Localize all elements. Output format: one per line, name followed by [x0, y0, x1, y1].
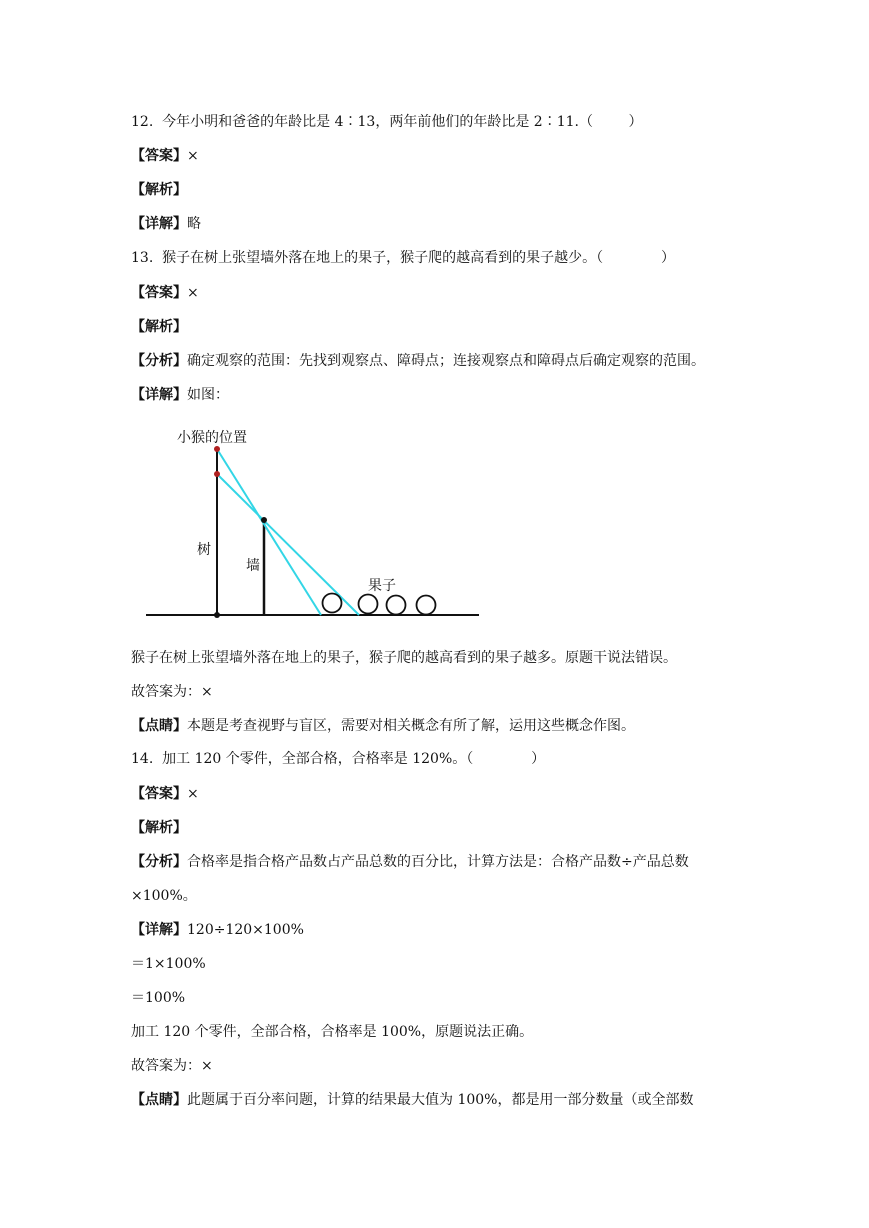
q14-comment: 【点睛】此题属于百分率问题，计算的结果最大值为 100%，都是用一部分数量（或全部数: [131, 1092, 694, 1108]
q12-answer: 【答案】×: [131, 148, 199, 164]
q14-answer: 【答案】×: [131, 786, 199, 802]
q14-detail: 【详解】120÷120×100%: [131, 922, 304, 938]
q13-analysis-heading: 【解析】: [131, 319, 187, 335]
q14-final-answer: 故答案为：×: [131, 1058, 213, 1074]
q12-analysis-heading: 【解析】: [131, 182, 187, 198]
q13-detail: 【详解】如图：: [131, 387, 229, 403]
tree-label: 树: [197, 542, 211, 558]
q14-analysis-cont: ×100%。: [131, 888, 197, 904]
q14-step-1: ＝1×100%: [131, 956, 206, 972]
q14-step-2: ＝100%: [131, 990, 186, 1006]
q13-final-answer: 故答案为：×: [131, 684, 213, 700]
q12-question: 12. 今年小明和爸爸的年龄比是 4∶13，两年前他们的年龄比是 2∶11.（ ）: [131, 114, 643, 130]
sight-line-high: [217, 449, 321, 615]
fruit-4: [417, 596, 436, 615]
q13-analysis: 【分析】确定观察的范围：先找到观察点、障碍点；连接观察点和障碍点后确定观察的范围。: [131, 353, 705, 369]
monkey-label: 小猴的位置: [177, 430, 247, 446]
wall-label: 墙: [246, 558, 260, 574]
q14-analysis-heading: 【解析】: [131, 820, 187, 836]
q13-answer: 【答案】×: [131, 285, 199, 301]
q13-conclusion: 猴子在树上张望墙外落在地上的果子，猴子爬的越高看到的果子越多。原题干说法错误。: [131, 650, 677, 666]
fruit-3: [387, 596, 406, 615]
fruit-2: [359, 595, 378, 614]
sight-line-low: [217, 474, 359, 615]
observation-point-high: [214, 446, 220, 452]
fruit-label: 果子: [368, 578, 396, 594]
q13-comment: 【点睛】本题是考查视野与盲区，需要对相关概念有所了解，运用这些概念作图。: [131, 718, 635, 734]
q12-detail: 【详解】略: [131, 216, 201, 232]
q14-conclusion: 加工 120 个零件，全部合格，合格率是 100%，原题说法正确。: [131, 1024, 534, 1040]
sightline-diagram: [140, 422, 485, 627]
q13-question: 13. 猴子在树上张望墙外落在地上的果子，猴子爬的越高看到的果子越少。（ ）: [131, 250, 676, 266]
wall-top-point: [261, 517, 267, 523]
q14-analysis: 【分析】合格率是指合格产品数占产品总数的百分比，计算方法是：合格产品数÷产品总数: [131, 854, 689, 870]
tree-base-point: [214, 612, 220, 618]
fruit-1: [323, 594, 342, 613]
observation-point-low: [214, 471, 220, 477]
q14-question: 14. 加工 120 个零件，全部合格，合格率是 120%。（ ）: [131, 751, 546, 767]
